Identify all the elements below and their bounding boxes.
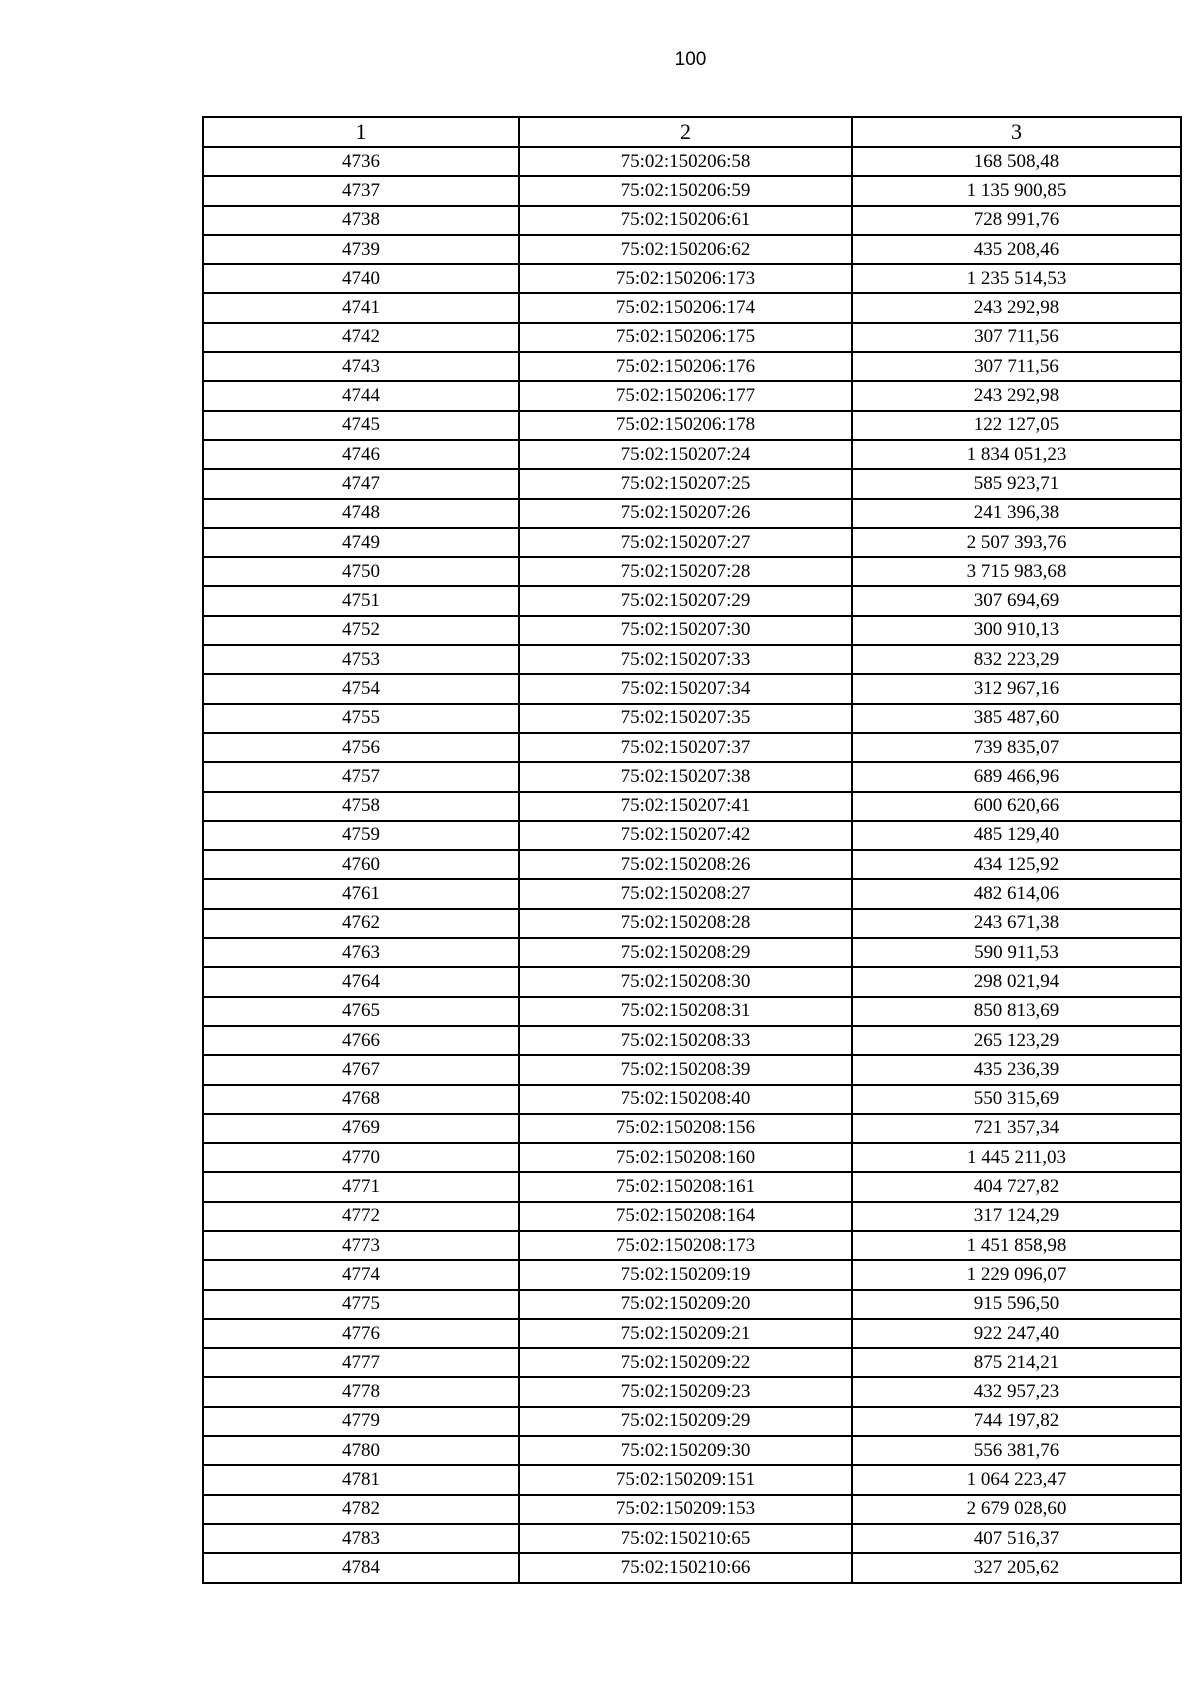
table-row [203, 1465, 1181, 1494]
table-row [203, 1348, 1181, 1377]
table-cell: 721 357,34 [852, 1114, 1181, 1143]
table-cell: 4743 [203, 352, 519, 381]
table-cell: 75:02:150209:20 [519, 1290, 852, 1319]
table-cell: 1 064 223,47 [852, 1465, 1181, 1494]
table-cell: 3 715 983,68 [852, 557, 1181, 586]
table-row [203, 879, 1181, 908]
table-cell: 122 127,05 [852, 411, 1181, 440]
table-cell: 4738 [203, 206, 519, 235]
table-cell: 75:02:150209:23 [519, 1377, 852, 1406]
table-row [203, 1172, 1181, 1201]
table-cell: 265 123,29 [852, 1026, 1181, 1055]
page-number: 100 [674, 49, 707, 70]
table-cell: 485 129,40 [852, 821, 1181, 850]
table-cell: 556 381,76 [852, 1436, 1181, 1465]
table-cell: 1 135 900,85 [852, 176, 1181, 205]
table-row [203, 499, 1181, 528]
table-cell: 75:02:150209:151 [519, 1465, 852, 1494]
table-row [203, 528, 1181, 557]
table-cell: 307 694,69 [852, 586, 1181, 615]
table-row [203, 674, 1181, 703]
table-cell: 4748 [203, 499, 519, 528]
table-cell: 2 679 028,60 [852, 1495, 1181, 1524]
table-row [203, 1319, 1181, 1348]
table-row [203, 997, 1181, 1026]
table-cell: 75:02:150208:29 [519, 938, 852, 967]
table-cell: 4765 [203, 997, 519, 1026]
table-cell: 4784 [203, 1553, 519, 1582]
table-cell: 915 596,50 [852, 1290, 1181, 1319]
table-cell: 75:02:150210:66 [519, 1553, 852, 1582]
table-cell: 75:02:150208:28 [519, 909, 852, 938]
table-cell: 4742 [203, 323, 519, 352]
table-cell: 75:02:150208:26 [519, 850, 852, 879]
table-cell: 4770 [203, 1143, 519, 1172]
data-table [202, 116, 1182, 1584]
table-cell: 1 235 514,53 [852, 264, 1181, 293]
table-cell: 75:02:150208:161 [519, 1172, 852, 1201]
table-cell: 4780 [203, 1436, 519, 1465]
table-row [203, 1143, 1181, 1172]
table-cell: 75:02:150207:28 [519, 557, 852, 586]
table-row [203, 264, 1181, 293]
table-row [203, 1202, 1181, 1231]
table-row [203, 1524, 1181, 1553]
table-cell: 75:02:150206:59 [519, 176, 852, 205]
table-row [203, 821, 1181, 850]
column-header: 3 [852, 117, 1181, 147]
table-cell: 241 396,38 [852, 499, 1181, 528]
table-cell: 307 711,56 [852, 323, 1181, 352]
table-cell: 317 124,29 [852, 1202, 1181, 1231]
table-cell: 327 205,62 [852, 1553, 1181, 1582]
table-row [203, 1231, 1181, 1260]
table-cell: 75:02:150209:21 [519, 1319, 852, 1348]
table-row [203, 440, 1181, 469]
table-cell: 550 315,69 [852, 1085, 1181, 1114]
table-cell: 75:02:150208:173 [519, 1231, 852, 1260]
table-cell: 434 125,92 [852, 850, 1181, 879]
table-row [203, 176, 1181, 205]
table-row [203, 850, 1181, 879]
table-cell: 4741 [203, 293, 519, 322]
table-row [203, 762, 1181, 791]
table-cell: 75:02:150207:37 [519, 733, 852, 762]
table-cell: 4740 [203, 264, 519, 293]
table-row [203, 1055, 1181, 1084]
table-cell: 4778 [203, 1377, 519, 1406]
table-cell: 75:02:150208:160 [519, 1143, 852, 1172]
table-cell: 75:02:150206:178 [519, 411, 852, 440]
table-row [203, 352, 1181, 381]
table-row [203, 1290, 1181, 1319]
table-cell: 75:02:150206:177 [519, 381, 852, 410]
table-cell: 4754 [203, 674, 519, 703]
table-cell: 75:02:150206:175 [519, 323, 852, 352]
table-cell: 4752 [203, 616, 519, 645]
table-cell: 404 727,82 [852, 1172, 1181, 1201]
table-row [203, 733, 1181, 762]
table-cell: 432 957,23 [852, 1377, 1181, 1406]
table-cell: 850 813,69 [852, 997, 1181, 1026]
table-cell: 4736 [203, 147, 519, 176]
table-cell: 75:02:150207:27 [519, 528, 852, 557]
table-cell: 4737 [203, 176, 519, 205]
table-cell: 4782 [203, 1495, 519, 1524]
table-row [203, 1085, 1181, 1114]
table-row [203, 206, 1181, 235]
table-cell: 243 292,98 [852, 381, 1181, 410]
table-header [203, 117, 1181, 147]
table-cell: 922 247,40 [852, 1319, 1181, 1348]
table-header-row [203, 117, 1181, 147]
table-cell: 1 834 051,23 [852, 440, 1181, 469]
table-row [203, 381, 1181, 410]
table-cell: 75:02:150209:153 [519, 1495, 852, 1524]
table-row [203, 411, 1181, 440]
table-cell: 4767 [203, 1055, 519, 1084]
table-cell: 75:02:150207:35 [519, 704, 852, 733]
table-cell: 1 229 096,07 [852, 1260, 1181, 1289]
table-row [203, 1407, 1181, 1436]
table-cell: 600 620,66 [852, 792, 1181, 821]
table-cell: 75:02:150209:19 [519, 1260, 852, 1289]
table-cell: 1 445 211,03 [852, 1143, 1181, 1172]
table-cell: 243 292,98 [852, 293, 1181, 322]
table-cell: 4749 [203, 528, 519, 557]
table-cell: 4755 [203, 704, 519, 733]
table-cell: 4775 [203, 1290, 519, 1319]
table-row [203, 616, 1181, 645]
table-cell: 75:02:150206:62 [519, 235, 852, 264]
table-row [203, 1026, 1181, 1055]
table-row [203, 323, 1181, 352]
table-cell: 4772 [203, 1202, 519, 1231]
table-cell: 75:02:150206:174 [519, 293, 852, 322]
table-cell: 4762 [203, 909, 519, 938]
column-header: 2 [519, 117, 852, 147]
table-cell: 75:02:150207:24 [519, 440, 852, 469]
table-row [203, 1553, 1181, 1582]
table-row [203, 1114, 1181, 1143]
table-cell: 4739 [203, 235, 519, 264]
table-cell: 4768 [203, 1085, 519, 1114]
table-cell: 4745 [203, 411, 519, 440]
table-cell: 482 614,06 [852, 879, 1181, 908]
table-cell: 832 223,29 [852, 645, 1181, 674]
table-cell: 307 711,56 [852, 352, 1181, 381]
table-cell: 4776 [203, 1319, 519, 1348]
table-cell: 4766 [203, 1026, 519, 1055]
table-cell: 435 236,39 [852, 1055, 1181, 1084]
table-cell: 75:02:150207:26 [519, 499, 852, 528]
table-cell: 75:02:150207:29 [519, 586, 852, 615]
table-cell: 75:02:150208:39 [519, 1055, 852, 1084]
table-cell: 4751 [203, 586, 519, 615]
table-cell: 75:02:150207:38 [519, 762, 852, 791]
table-row [203, 1377, 1181, 1406]
table-cell: 4750 [203, 557, 519, 586]
table-cell: 4773 [203, 1231, 519, 1260]
table-cell: 4764 [203, 967, 519, 996]
table-cell: 1 451 858,98 [852, 1231, 1181, 1260]
table-cell: 4747 [203, 469, 519, 498]
table-cell: 4758 [203, 792, 519, 821]
table-cell: 4763 [203, 938, 519, 967]
table-row [203, 792, 1181, 821]
table-cell: 312 967,16 [852, 674, 1181, 703]
table-cell: 385 487,60 [852, 704, 1181, 733]
table-cell: 590 911,53 [852, 938, 1181, 967]
table-cell: 2 507 393,76 [852, 528, 1181, 557]
table-row [203, 1436, 1181, 1465]
table-cell: 243 671,38 [852, 909, 1181, 938]
table-row [203, 645, 1181, 674]
table-cell: 75:02:150210:65 [519, 1524, 852, 1553]
table-cell: 435 208,46 [852, 235, 1181, 264]
table-cell: 585 923,71 [852, 469, 1181, 498]
table-cell: 4779 [203, 1407, 519, 1436]
table-cell: 75:02:150207:33 [519, 645, 852, 674]
table-cell: 75:02:150208:164 [519, 1202, 852, 1231]
table-row [203, 1495, 1181, 1524]
table-cell: 75:02:150208:40 [519, 1085, 852, 1114]
table-row [203, 704, 1181, 733]
table-cell: 4760 [203, 850, 519, 879]
table-row [203, 967, 1181, 996]
table-body [203, 147, 1181, 1583]
table-cell: 75:02:150209:30 [519, 1436, 852, 1465]
table-cell: 168 508,48 [852, 147, 1181, 176]
table-cell: 75:02:150208:31 [519, 997, 852, 1026]
table-cell: 75:02:150208:27 [519, 879, 852, 908]
table-cell: 298 021,94 [852, 967, 1181, 996]
table-cell: 744 197,82 [852, 1407, 1181, 1436]
table-cell: 875 214,21 [852, 1348, 1181, 1377]
table-cell: 4781 [203, 1465, 519, 1494]
table-cell: 4783 [203, 1524, 519, 1553]
table-row [203, 909, 1181, 938]
table-cell: 4757 [203, 762, 519, 791]
table-cell: 407 516,37 [852, 1524, 1181, 1553]
table-cell: 4759 [203, 821, 519, 850]
table-cell: 75:02:150209:29 [519, 1407, 852, 1436]
table-cell: 75:02:150208:33 [519, 1026, 852, 1055]
table-cell: 4744 [203, 381, 519, 410]
table-cell: 75:02:150208:30 [519, 967, 852, 996]
table-row [203, 1260, 1181, 1289]
table-cell: 4771 [203, 1172, 519, 1201]
table-cell: 300 910,13 [852, 616, 1181, 645]
table-cell: 4756 [203, 733, 519, 762]
table-cell: 75:02:150209:22 [519, 1348, 852, 1377]
table-cell: 75:02:150206:173 [519, 264, 852, 293]
table-row [203, 938, 1181, 967]
table-row [203, 147, 1181, 176]
table-cell: 4774 [203, 1260, 519, 1289]
table-cell: 739 835,07 [852, 733, 1181, 762]
column-header: 1 [203, 117, 519, 147]
table-cell: 75:02:150208:156 [519, 1114, 852, 1143]
table-row [203, 293, 1181, 322]
table-cell: 689 466,96 [852, 762, 1181, 791]
table-cell: 75:02:150207:34 [519, 674, 852, 703]
table-cell: 4769 [203, 1114, 519, 1143]
table-cell: 75:02:150206:176 [519, 352, 852, 381]
table-cell: 728 991,76 [852, 206, 1181, 235]
table-cell: 75:02:150206:61 [519, 206, 852, 235]
table-cell: 75:02:150206:58 [519, 147, 852, 176]
table-cell: 4777 [203, 1348, 519, 1377]
table-row [203, 469, 1181, 498]
table-row [203, 586, 1181, 615]
table-cell: 4761 [203, 879, 519, 908]
table-cell: 75:02:150207:42 [519, 821, 852, 850]
table-cell: 75:02:150207:30 [519, 616, 852, 645]
table-cell: 75:02:150207:41 [519, 792, 852, 821]
table-cell: 4746 [203, 440, 519, 469]
table-row [203, 557, 1181, 586]
table-cell: 75:02:150207:25 [519, 469, 852, 498]
table-row [203, 235, 1181, 264]
table-cell: 4753 [203, 645, 519, 674]
